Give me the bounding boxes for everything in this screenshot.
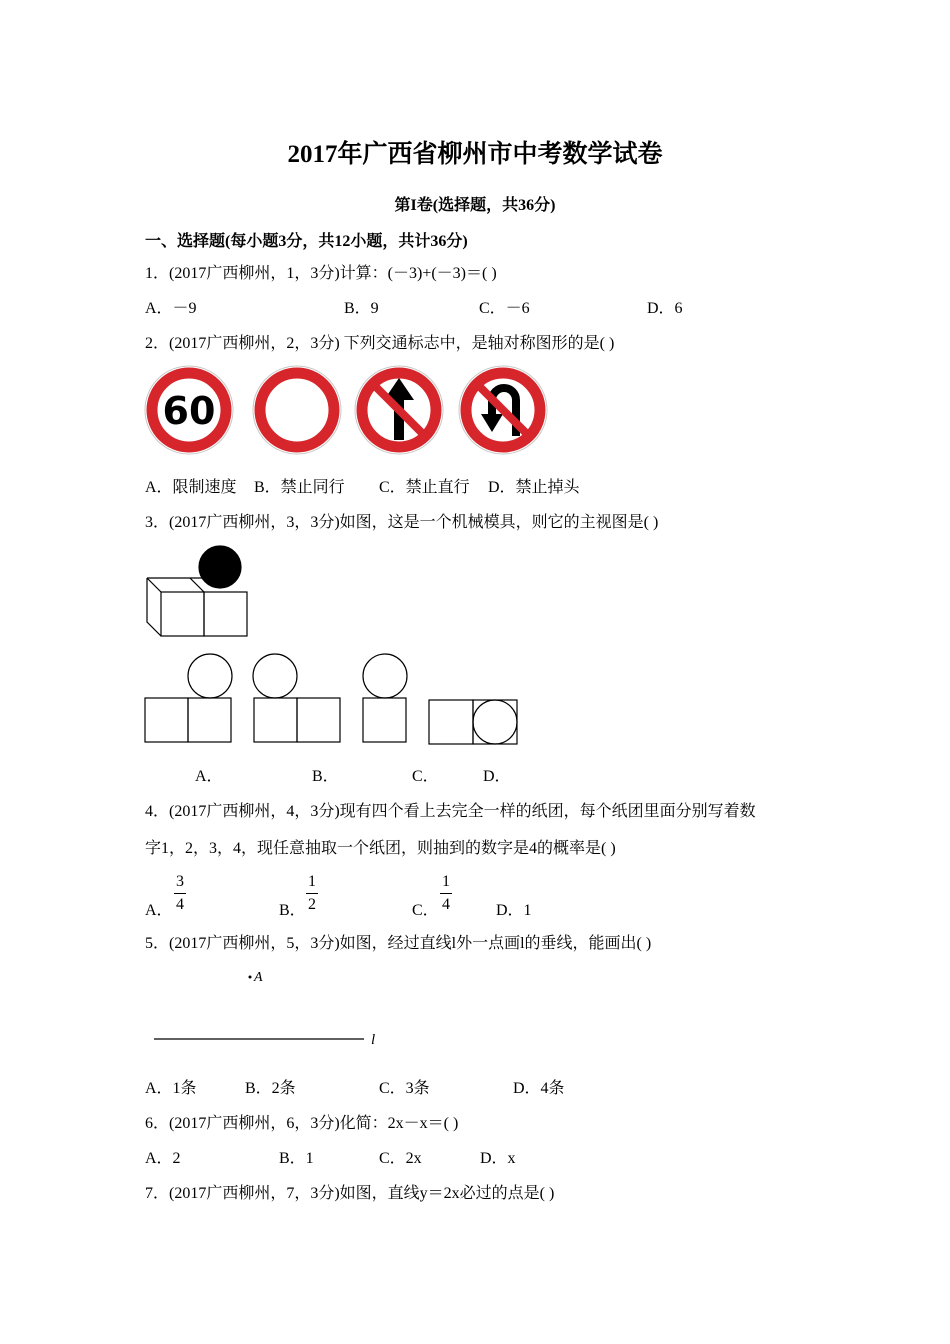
q4-option-d: D．1 xyxy=(496,902,532,919)
q6-option-d: D．x xyxy=(480,1150,516,1167)
question-1: 1．(2017广西柳州，1，3分)计算：(－3)+(－3)＝( ) xyxy=(145,265,497,282)
line-l-label: l xyxy=(371,1032,376,1048)
q1-option-b: B．9 xyxy=(344,300,379,317)
page-title: 2017年广西省柳州市中考数学试卷 xyxy=(287,141,663,168)
q1-option-d: D．6 xyxy=(647,300,683,317)
question-6: 6．(2017广西柳州，6，3分)化简：2x－x＝( ) xyxy=(145,1115,459,1132)
q5-option-d: D．4条 xyxy=(513,1080,565,1097)
q2-option-d: D．禁止掉头 xyxy=(488,479,580,496)
question-5: 5．(2017广西柳州，5，3分)如图，经过直线l外一点画l的垂线，能画出( ) xyxy=(145,935,652,952)
q6-option-c: C．2x xyxy=(379,1150,422,1167)
q6-option-a: A．2 xyxy=(145,1150,181,1167)
q5-option-c: C．3条 xyxy=(379,1080,430,1097)
q4-option-c-label: C． xyxy=(412,902,439,919)
question-4-line-2: 字1，2，3，4，现任意抽取一个纸团，则抽到的数字是4的概率是( ) xyxy=(145,840,616,857)
q4-option-b-label: B． xyxy=(279,902,306,919)
q2-option-a: A．限制速度 xyxy=(145,479,237,496)
section-heading: 一、选择题(每小题3分，共12小题，共计36分) xyxy=(145,233,468,250)
q1-option-a: A．－9 xyxy=(145,300,197,317)
q4-option-a-fraction: 3 4 xyxy=(176,873,184,913)
q2-option-c: C．禁止直行 xyxy=(379,479,470,496)
q3-option-b: B． xyxy=(312,768,339,785)
q3-option-c: C． xyxy=(412,768,439,785)
q1-option-c: C．－6 xyxy=(479,300,530,317)
q4-option-a-label: A． xyxy=(145,902,173,919)
q3-option-d: D． xyxy=(483,768,511,785)
question-4-line-1: 4．(2017广西柳州，4，3分)现有四个看上去完全一样的纸团，每个纸团里面分别写着数 xyxy=(145,803,756,820)
question-2: 2．(2017广西柳州，2，3分) 下列交通标志中，是轴对称图形的是( ) xyxy=(145,335,615,352)
q5-option-a: A．1条 xyxy=(145,1080,197,1097)
q2-option-b: B．禁止同行 xyxy=(254,479,345,496)
speed-limit-number: 60 xyxy=(162,389,216,433)
point-a xyxy=(249,976,252,979)
q3-option-a: A． xyxy=(195,768,223,785)
q5-option-b: B．2条 xyxy=(245,1080,296,1097)
question-3: 3．(2017广西柳州，3，3分)如图，这是一个机械模具，则它的主视图是( ) xyxy=(145,514,659,531)
page-subtitle: 第I卷(选择题，共36分) xyxy=(394,197,556,214)
q4-option-b-fraction: 1 2 xyxy=(308,873,316,913)
q6-option-b: B．1 xyxy=(279,1150,314,1167)
question-7: 7．(2017广西柳州，7，3分)如图，直线y＝2x必过的点是( ) xyxy=(145,1185,555,1202)
point-a-label: A xyxy=(254,970,263,985)
q4-option-c-fraction: 1 4 xyxy=(442,873,450,913)
